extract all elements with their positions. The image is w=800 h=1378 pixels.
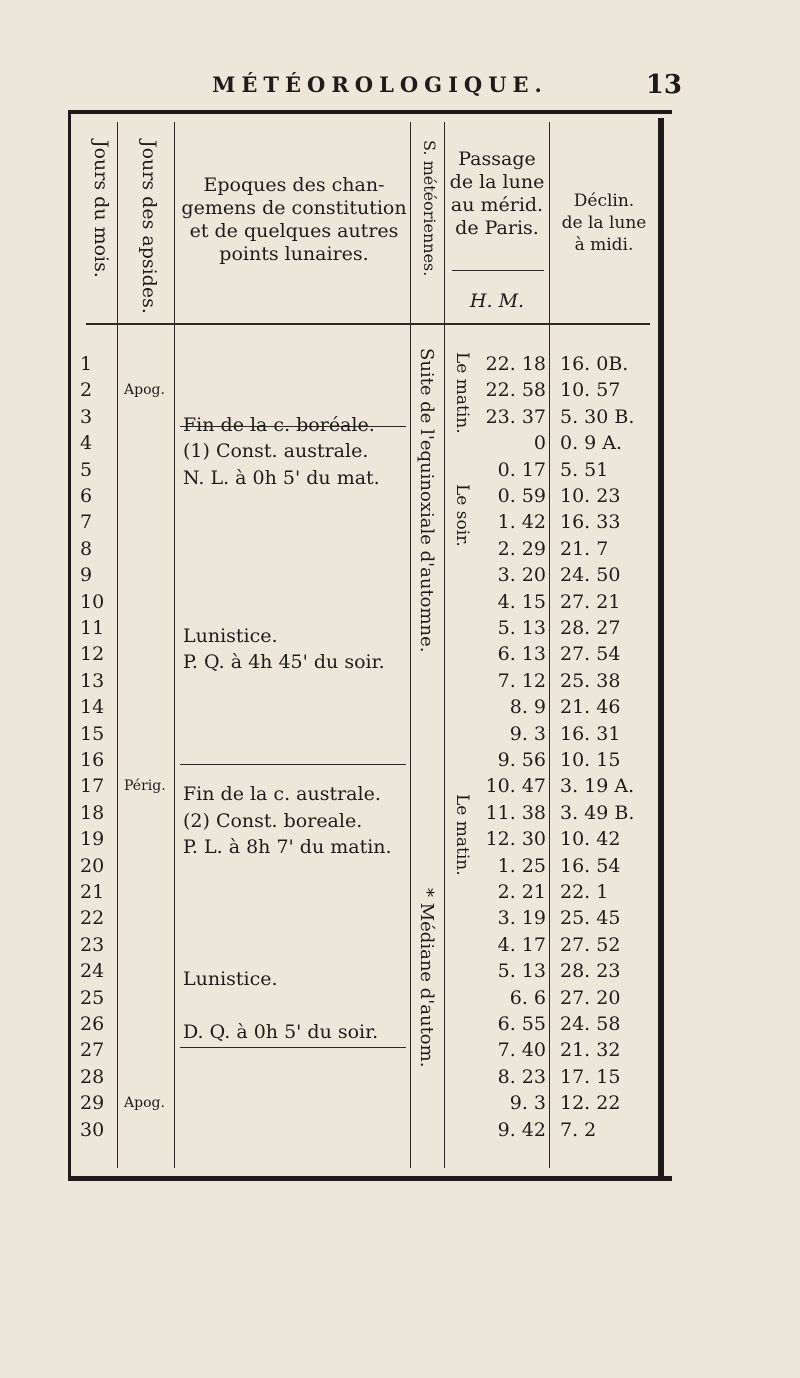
- passage-cell: 22. 18: [485, 353, 546, 375]
- day-cell: 28: [80, 1066, 105, 1088]
- epoque-cell: Lunistice.: [183, 625, 278, 647]
- passage-cell: 0. 59: [497, 485, 546, 507]
- epoque-cell: (1) Const. australe.: [183, 440, 369, 462]
- passage-cell: 6. 13: [497, 643, 546, 665]
- passage-cell: 8. 9: [509, 696, 546, 718]
- day-cell: 12: [80, 643, 105, 665]
- header-declin-line-3: à midi.: [574, 235, 634, 255]
- header-declin-line-2: de la lune: [561, 213, 647, 233]
- epoque-cell: Fin de la c. australe.: [183, 783, 381, 805]
- day-cell: 5: [80, 459, 93, 481]
- passage-cell: 7. 40: [497, 1039, 546, 1061]
- passage-cell: 2. 29: [497, 538, 546, 560]
- header-declin: [552, 190, 656, 256]
- declin-cell: 5. 51: [560, 459, 609, 481]
- header-passage-line-2: de la lune: [449, 171, 545, 193]
- table-left-border: [68, 112, 71, 1176]
- time-label-matin-1: Le matin.: [452, 352, 472, 434]
- apside-cell: Apog.: [124, 382, 165, 398]
- declin-cell: 3. 19 A.: [560, 775, 635, 797]
- declin-cell: 21. 46: [560, 696, 621, 718]
- header-epoques-line-4: points lunaires.: [219, 243, 369, 265]
- passage-cell: 9. 3: [509, 1092, 546, 1114]
- day-cell: 29: [80, 1092, 105, 1114]
- page-number: 13: [645, 70, 682, 100]
- day-cell: 4: [80, 432, 93, 454]
- passage-unit-rule: [452, 270, 544, 271]
- day-cell: 22: [80, 907, 105, 929]
- passage-cell: 5. 13: [497, 960, 546, 982]
- day-cell: 11: [80, 617, 105, 639]
- passage-cell: 3. 19: [497, 907, 546, 929]
- passage-cell: 6. 6: [509, 987, 546, 1009]
- epoque-cell: N. L. à 0h 5' du mat.: [183, 467, 380, 489]
- declin-cell: 16. 33: [560, 511, 621, 533]
- declin-cell: 16. 0B.: [560, 353, 629, 375]
- table-top-rule: [68, 110, 672, 114]
- day-cell: 9: [80, 564, 93, 586]
- declin-cell: 25. 38: [560, 670, 621, 692]
- day-cell: 2: [80, 379, 93, 401]
- declin-cell: 10. 15: [560, 749, 621, 771]
- passage-cell: 0: [533, 432, 546, 454]
- day-cell: 6: [80, 485, 93, 507]
- declin-cell: 24. 50: [560, 564, 621, 586]
- epoque-cell: Lunistice.: [183, 968, 278, 990]
- epoque-cell: D. Q. à 0h 5' du soir.: [183, 1021, 379, 1043]
- col-separator-passage: [549, 122, 550, 1168]
- day-cell: 13: [80, 670, 105, 692]
- passage-cell: 9. 56: [497, 749, 546, 771]
- declin-cell: 0. 9 A.: [560, 432, 623, 454]
- table-right-border: [658, 118, 664, 1176]
- passage-cell: 11. 38: [485, 802, 546, 824]
- passage-cell: 4. 15: [497, 591, 546, 613]
- day-cell: 21: [80, 881, 105, 903]
- header-days: Jours du mois.: [90, 140, 112, 278]
- day-cell: 26: [80, 1013, 105, 1035]
- passage-cell: 10. 47: [485, 775, 546, 797]
- season-mediane-label: * Médiane d'autom.: [416, 888, 437, 1068]
- epoque-cell: Fin de la c. boréale.: [183, 414, 375, 436]
- passage-cell: 2. 21: [497, 881, 546, 903]
- header-saisons: S. météoriennes.: [420, 140, 439, 277]
- day-cell: 18: [80, 802, 105, 824]
- passage-cell: 9. 3: [509, 723, 546, 745]
- declin-cell: 17. 15: [560, 1066, 621, 1088]
- day-cell: 1: [80, 353, 93, 375]
- passage-cell: 4. 17: [497, 934, 546, 956]
- running-head: [0, 72, 800, 104]
- passage-cell: 1. 25: [497, 855, 546, 877]
- table-bottom-rule: [68, 1176, 672, 1181]
- passage-cell: 9. 42: [497, 1119, 546, 1141]
- header-passage-line-1: Passage: [458, 148, 536, 170]
- declin-cell: 28. 27: [560, 617, 621, 639]
- header-declin-line-1: Déclin.: [573, 191, 635, 211]
- passage-cell: 0. 17: [497, 459, 546, 481]
- apside-cell: Périg.: [124, 778, 166, 794]
- declin-cell: 21. 32: [560, 1039, 621, 1061]
- season-suite-label: Suite de l'equinoxiale d'automne.: [416, 348, 437, 653]
- day-cell: 24: [80, 960, 105, 982]
- time-label-soir: Le soir.: [452, 484, 472, 547]
- passage-cell: 5. 13: [497, 617, 546, 639]
- declin-cell: 10. 23: [560, 485, 621, 507]
- header-epoques-line-1: Epoques des chan-: [203, 174, 385, 196]
- day-cell: 14: [80, 696, 105, 718]
- declin-cell: 25. 45: [560, 907, 621, 929]
- epoque-cell: P. Q. à 4h 45' du soir.: [183, 651, 385, 673]
- day-cell: 16: [80, 749, 105, 771]
- declin-cell: 27. 52: [560, 934, 621, 956]
- passage-cell: 7. 12: [497, 670, 546, 692]
- passage-cell: 23. 37: [485, 406, 546, 428]
- header-apsides: Jours des apsides.: [138, 140, 160, 314]
- declin-cell: 7. 2: [560, 1119, 597, 1141]
- time-label-matin-2: Le matin.: [452, 794, 472, 876]
- declin-cell: 10. 57: [560, 379, 621, 401]
- passage-cell: 22. 58: [485, 379, 546, 401]
- declin-cell: 21. 7: [560, 538, 609, 560]
- running-title: MÉTÉOROLOGIQUE.: [212, 72, 548, 97]
- declin-cell: 16. 31: [560, 723, 621, 745]
- header-passage-unit: H. M.: [469, 290, 525, 312]
- day-cell: 25: [80, 987, 105, 1009]
- declin-cell: 3. 49 B.: [560, 802, 635, 824]
- col-separator-apsides: [174, 122, 175, 1168]
- declin-cell: 27. 21: [560, 591, 621, 613]
- day-cell: 20: [80, 855, 105, 877]
- passage-cell: 1. 42: [497, 511, 546, 533]
- declin-cell: 27. 20: [560, 987, 621, 1009]
- header-epoques: [181, 174, 407, 266]
- passage-cell: 12. 30: [485, 828, 546, 850]
- header-passage-line-4: de Paris.: [455, 217, 539, 239]
- declin-cell: 5. 30 B.: [560, 406, 635, 428]
- apside-cell: Apog.: [124, 1095, 165, 1111]
- epoque-cell: (2) Const. boreale.: [183, 810, 363, 832]
- day-cell: 10: [80, 591, 105, 613]
- epoque-rule-2: [180, 764, 406, 765]
- day-cell: 30: [80, 1119, 105, 1141]
- declin-cell: 27. 54: [560, 643, 621, 665]
- declin-cell: 16. 54: [560, 855, 621, 877]
- declin-cell: 24. 58: [560, 1013, 621, 1035]
- passage-cell: 3. 20: [497, 564, 546, 586]
- epoque-cell: P. L. à 8h 7' du matin.: [183, 836, 392, 858]
- declin-cell: 22. 1: [560, 881, 609, 903]
- header-epoques-line-3: et de quelques autres: [189, 220, 399, 242]
- day-cell: 8: [80, 538, 93, 560]
- declin-cell: 12. 22: [560, 1092, 621, 1114]
- day-cell: 3: [80, 406, 93, 428]
- passage-cell: 8. 23: [497, 1066, 546, 1088]
- declin-cell: 28. 23: [560, 960, 621, 982]
- col-separator-saisons: [444, 122, 445, 1168]
- day-cell: 7: [80, 511, 93, 533]
- day-cell: 19: [80, 828, 105, 850]
- epoque-rule-3: [180, 1047, 406, 1048]
- header-passage: [446, 148, 548, 240]
- header-epoques-line-2: gemens de constitution: [181, 197, 407, 219]
- day-cell: 17: [80, 775, 105, 797]
- day-cell: 15: [80, 723, 105, 745]
- day-cell: 27: [80, 1039, 105, 1061]
- declin-cell: 10. 42: [560, 828, 621, 850]
- passage-cell: 6. 55: [497, 1013, 546, 1035]
- header-passage-line-3: au mérid.: [450, 194, 544, 216]
- col-separator-epoques: [410, 122, 411, 1168]
- day-cell: 23: [80, 934, 105, 956]
- header-bottom-rule: [86, 323, 650, 325]
